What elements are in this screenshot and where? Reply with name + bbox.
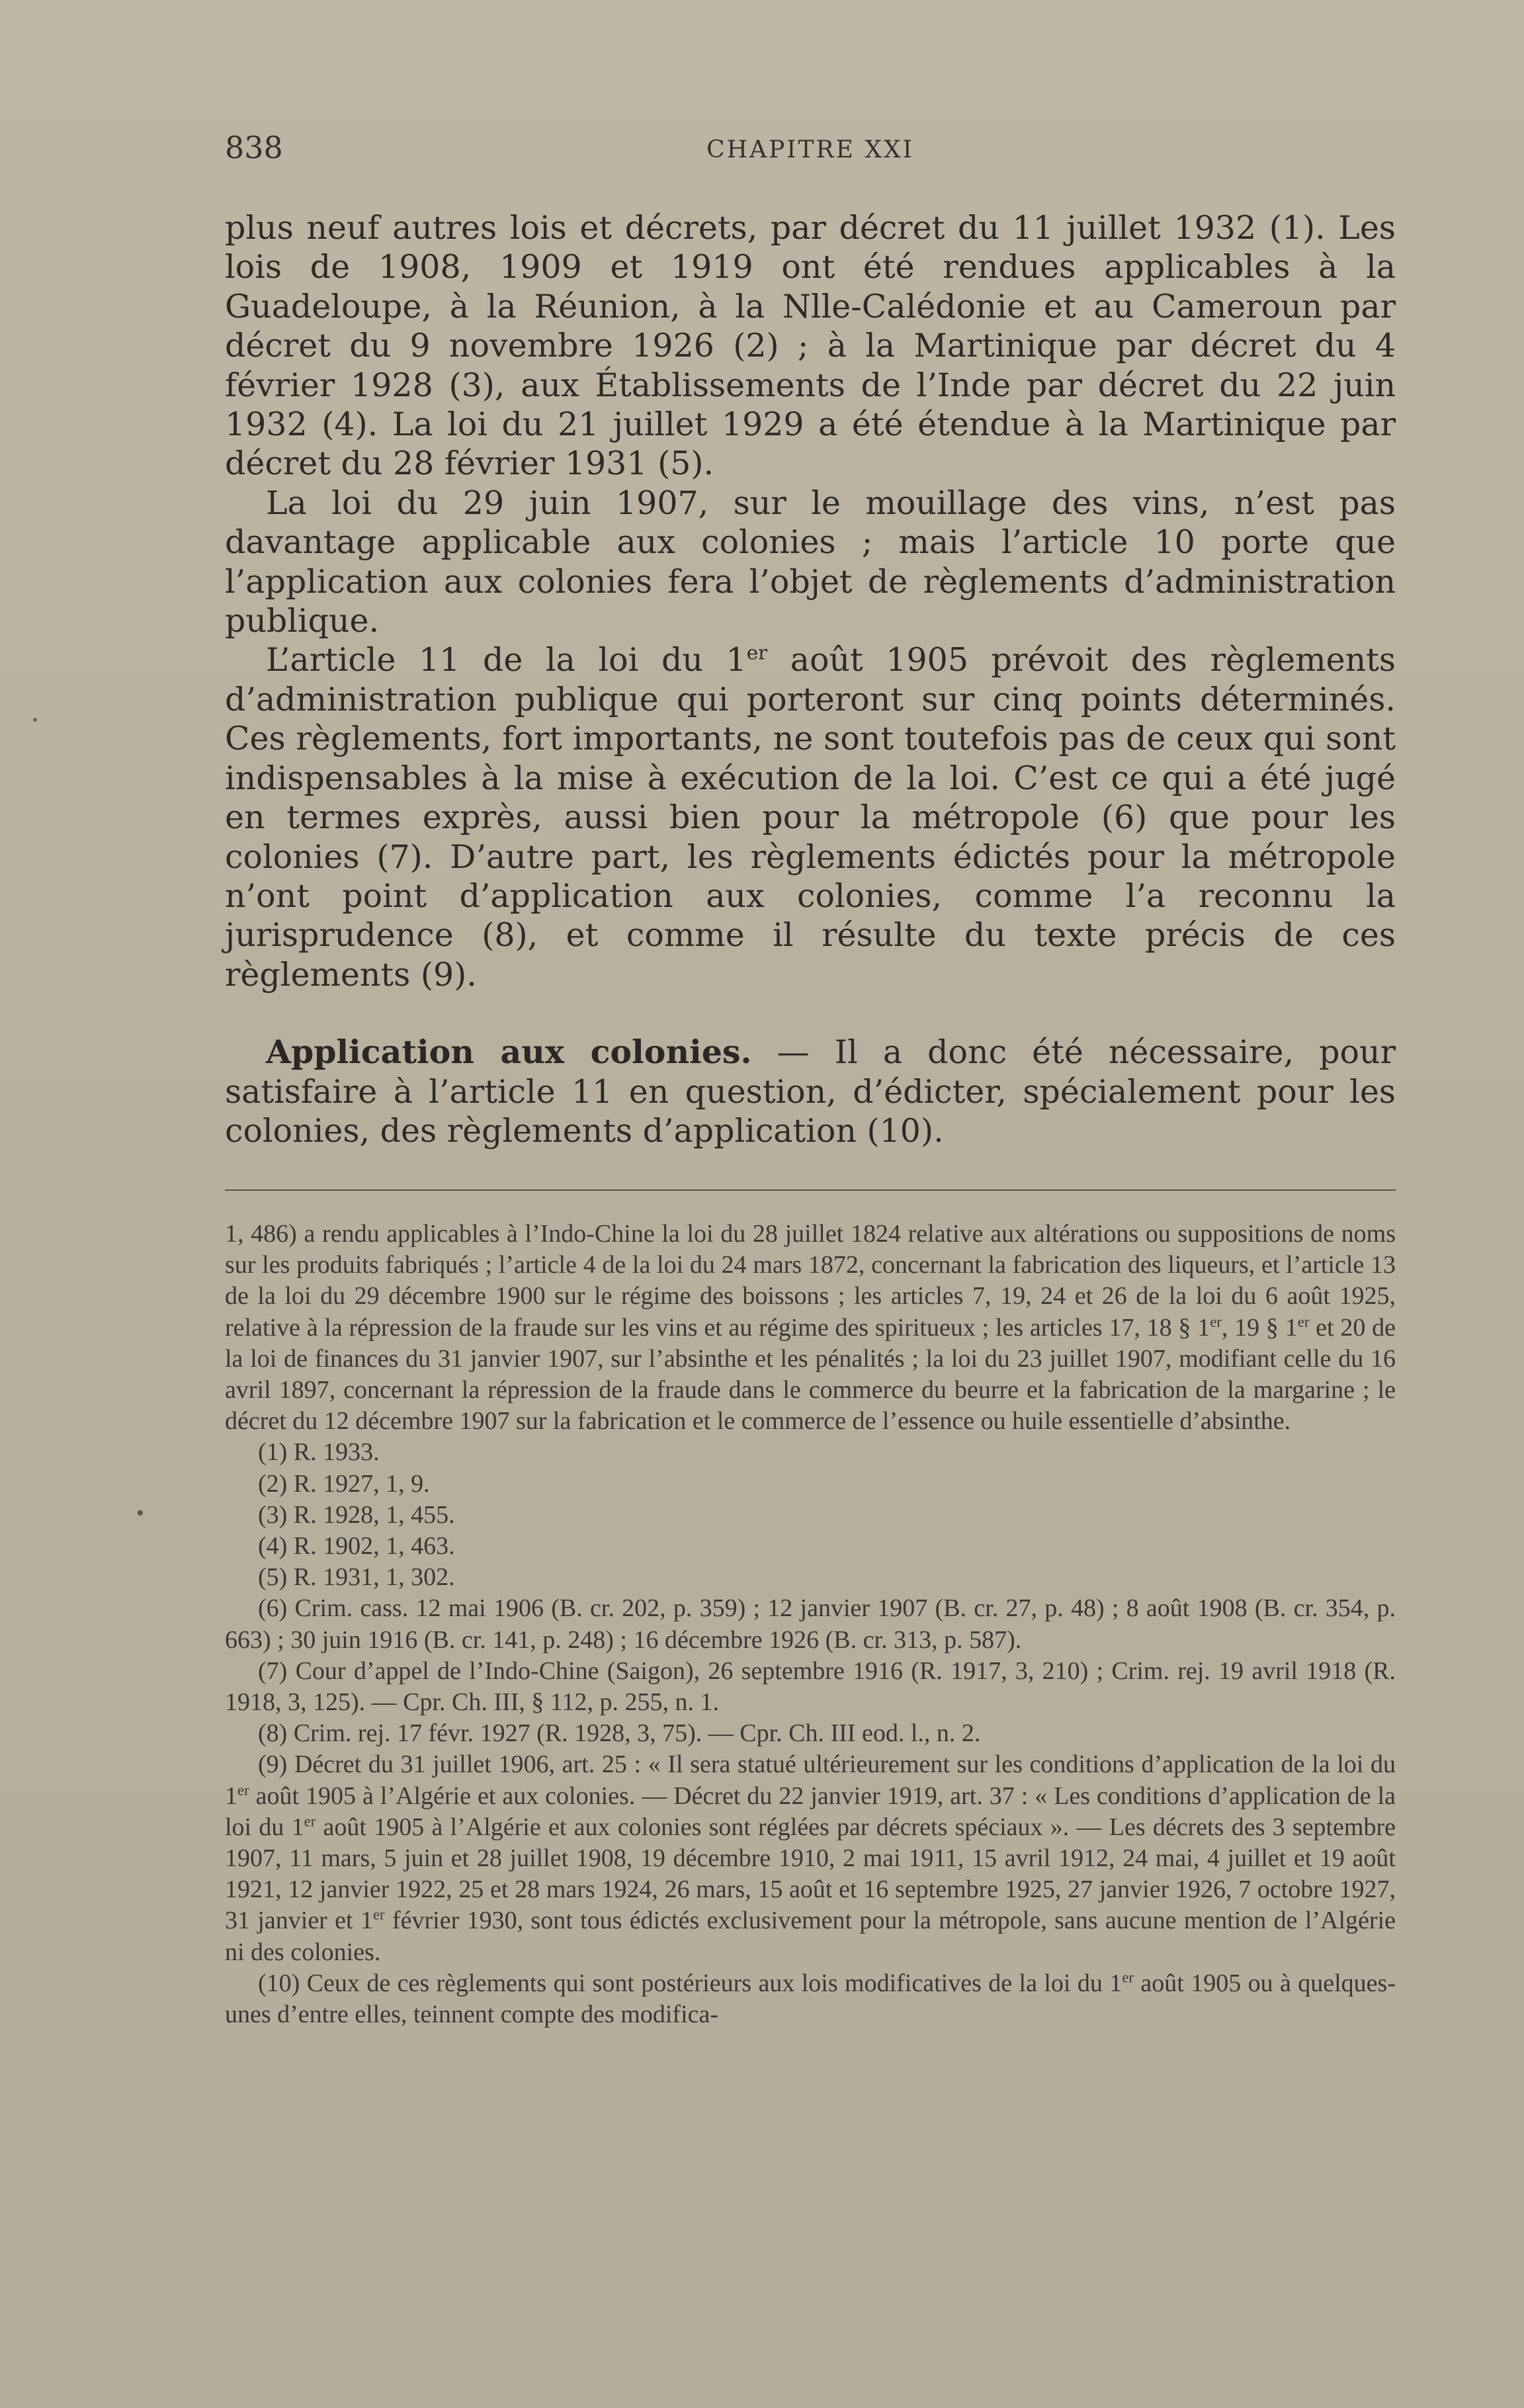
ink-speck — [138, 1510, 143, 1516]
footnote: (5) R. 1931, 1, 302. — [258, 1563, 455, 1592]
section-paragraph — [225, 1033, 1396, 1150]
footnote: (9) Décret du 31 juillet 1906, art. 25 : « Il sera statué ultérieurement sur les conditions d’application de la loi du 1er août 1905 à l’Algérie et aux colonies. — Décret du 22 janvier 1919, art. 37 : « Les conditions d’application de la loi du 1er août 1905 à l’Algérie et aux colonies sont réglées par décrets spéciaux ». — Les décrets des 3 septembre 1907, 11 mars, 5 juin et 28 juillet 1908, 19 décembre 1910, 2 mai 1911, 15 avril 1912, 24 mai, 4 juillet et 19 août 1921, 12 janvier 1922, 25 et 28 mars 1924, 26 mars, 15 août et 16 septembre 1925, 27 janvier 1926, 7 octobre 1927, 31 janvier et 1er février 1930, sont tous édictés exclusivement pour la métropole, sans aucune mention de l’Algérie ni des colonies. — [225, 1750, 1396, 1966]
footnote: (1) R. 1933. — [258, 1438, 380, 1467]
ink-speck — [33, 718, 37, 722]
section-text: — Il a donc été nécessaire, pour satisfaire à l’article 11 en question, d’édicter, spécialement pour les colonies, des règlements d’application (10). — [225, 1033, 1396, 1150]
running-head: CHAPITRE XXI — [706, 136, 914, 163]
footnote-continuation: 1, 486) a rendu applicables à l’Indo-Chine la loi du 28 juillet 1824 relative aux altérations ou suppositions de noms sur les produits fabriqués ; l’article 4 de la loi du 24 mars 1872, concernant la fabrication des liqueurs, et l’article 13 de la loi du 29 décembre 1900 sur le régime des boissons ; les articles 7, 19, 24 et 26 de la loi du 6 août 1925, relative à la répression de la fraude sur les vins et au régime des spiritueux ; les articles 17, 18 § 1er, 19 § 1er et 20 de la loi de finances du 31 janvier 1907, sur l’absinthe et les pénalités ; la loi du 23 juillet 1907, modifiant celle du 16 avril 1897, concernant la répression de la fraude dans le commerce du beurre et la fabrication de la margarine ; le décret du 12 décembre 1907 sur la fabrication et le commerce de l’essence ou huile essentielle d’absinthe. — [225, 1220, 1396, 1436]
footnotes — [225, 1219, 1396, 2030]
footnote: (3) R. 1928, 1, 455. — [258, 1500, 455, 1529]
footnote: (7) Cour d’appel de l’Indo-Chine (Saigon), 26 septembre 1916 (R. 1917, 3, 210) ; Crim. rej. 19 avril 1918 (R. 1918, 3, 125). — Cpr. Ch. III, § 112, p. 255, n. 1. — [225, 1656, 1396, 1717]
footnote: (10) Ceux de ces règlements qui sont postérieurs aux lois modificatives de la loi du 1er août 1905 ou à quelques-unes d’entre elles, teinnent compte des modifica- — [225, 1969, 1396, 2029]
footnote: (4) R. 1902, 1, 463. — [258, 1532, 455, 1561]
paragraph: plus neuf autres lois et décrets, par décret du 11 juillet 1932 (1). Les lois de 1908, 1909 et 1919 ont été rendues applicables à la Guadeloupe, à la Réunion, à la Nlle-Calédonie et au Cameroun par décret du 9 novembre 1926 (2) ; à la Martinique par décret du 4 février 1928 (3), aux Établissements de l’Inde par décret du 22 juin 1932 (4). La loi du 21 juillet 1929 a été étendue à la Martinique par décret du 28 février 1931 (5). — [225, 209, 1396, 483]
page-number: 838 — [225, 130, 283, 165]
paragraph: L’article 11 de la loi du 1er août 1905 prévoit des règlements d’administration publique qui porteront sur cinq points déterminés. Ces règlements, fort importants, ne sont toutefois pas de ceux qui sont indispensables à la mise à exécution de la loi. C’est ce qui a été jugé en termes exprès, aussi bien pour la métropole (6) que pour les colonies (7). D’autre part, les règlements édictés pour la métropole n’ont point d’application aux colonies, comme l’a reconnu la jurisprudence (8), et comme il résulte du texte précis de ces règlements (9). — [225, 641, 1396, 994]
footnote-divider — [225, 1189, 1396, 1191]
footnote: (2) R. 1927, 1, 9. — [258, 1469, 430, 1498]
main-text — [225, 208, 1396, 1150]
page-header — [225, 130, 1396, 176]
paragraph: La loi du 29 juin 1907, sur le mouillage des vins, n’est pas davantage applicable aux colonies ; mais l’article 10 porte que l’application aux colonies fera l’objet de règlements d’administration publique. — [225, 484, 1396, 640]
section-title: Application aux colonies. — [266, 1033, 752, 1072]
footnote: (6) Crim. cass. 12 mai 1906 (B. cr. 202, p. 359) ; 12 janvier 1907 (B. cr. 27, p. 48) ; 8 août 1908 (B. cr. 354, p. 663) ; 30 juin 1916 (B. cr. 141, p. 248) ; 16 décembre 1926 (B. cr. 313, p. 587). — [225, 1594, 1396, 1654]
footnote: (8) Crim. rej. 17 févr. 1927 (R. 1928, 3, 75). — Cpr. Ch. III eod. l., n. 2. — [258, 1719, 981, 1748]
